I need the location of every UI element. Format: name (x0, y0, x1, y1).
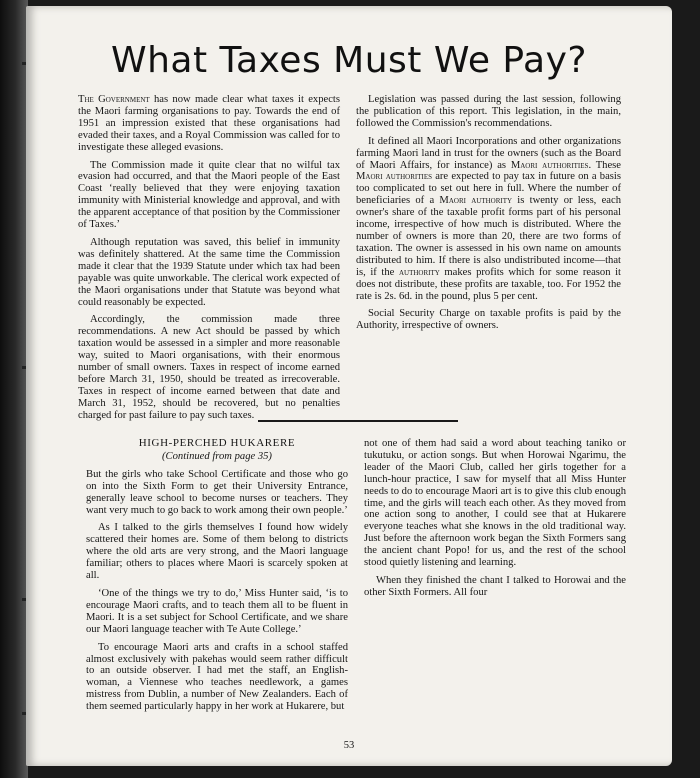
lead-in: The Government (78, 94, 150, 105)
paragraph-text: . These (588, 159, 621, 171)
continued-paragraph-4-cont: not one of them had said a word about teaching taniko or tukutuku, or action songs. But when Horowai Ngarimu, the leader of the Maori Club, called her girls together for a lunch-hour practice, I saw for myself that all Miss Hunter needs to do to encourage Maori art is to give this club enough time, and the girls will teach each other. As they moved from one action song to another, I could see that at Hukarere everyone teaches what she knows in the old traditional way. Just before the afternoon work began the Sixth Formers sang the ancient chant Popo! for us, and the rest of the school stood quietly listening and learning. (364, 438, 626, 569)
page-number: 53 (343, 740, 355, 751)
small-caps-term: authority (398, 266, 440, 278)
paragraph-text: are expected to pay tax in future on a basis too complicated to set out here in full. Where the number of beneficiaries of a (356, 171, 621, 207)
continued-paragraph-5: When they finished the chant I talked to Horowai and the other Sixth Formers. All four (364, 574, 626, 598)
paragraph-text: has now made clear what taxes it expects the Maori farming organisations to pay. Towards the end of 1951 an impression existed that these organisations had evaded their taxes, and a Royal Commission was called for to investigate these alleged evasions. (78, 94, 340, 153)
small-caps-term: Maori authority (439, 195, 513, 207)
small-caps-term: Maori authorities (356, 171, 432, 183)
document-page (26, 6, 672, 766)
continued-heading: HIGH-PERCHED HUKARERE (138, 437, 296, 449)
article-paragraph-2: The Commission made it quite clear that no wilful tax evasion had occurred, and that the Maori people of the East Coast ‘really believed that they were enjoying taxation immunity with Ministerial knowledge and approval, and with the apparent acceptance of that position by the Commissioner of Taxes.’ (78, 159, 340, 231)
article-paragraph-7: Social Security Charge on taxable profits is paid by the Authority, irrespective of owners. (356, 308, 621, 332)
article-column-right (356, 94, 621, 338)
article-paragraph-6 (356, 136, 621, 303)
article-paragraph-4: Accordingly, the commission made three recommendations. A new Act should be passed by which taxation would be assessed in a simpler and more reasonable way, suited to Maori organisations, with their enormous number of small owners. Taxes in respect of income earned before March 31, 1950, should be treated as irrecoverable. Taxes in respect of income earned between that date and March 31, 1952, should be recovered, but no penalties charged for past failure to pay such taxes. (78, 314, 340, 421)
paragraph-text: It defined all Maori Incorporations and other organizations farming Maori land in trust for the owners (such as the Board of Maori Affairs, for instance) as (356, 135, 621, 171)
article-column-left (78, 94, 340, 428)
scan-binding-edge (0, 0, 28, 778)
continued-subheading: (Continued from page 35) (162, 450, 272, 462)
continued-paragraph-2: As I talked to the girls themselves I found how widely scattered their homes are. Some of them belong to districts where the old arts are very strong, and the Maori language familiar; others to places where Maori is scarcely spoken at all. (86, 522, 348, 582)
section-divider (258, 420, 458, 422)
small-caps-term: Maori authorities (510, 159, 589, 171)
continued-paragraph-3: ‘One of the things we try to do,’ Miss Hunter said, ‘is to encourage Maori crafts, and to teach them all to be fluent in Maori. It is a set subject for School Certificate, and we share our Maori language teacher with Te Aute College.’ (86, 587, 348, 635)
article-paragraph-3: Although reputation was saved, this belief in immunity was definitely shattered. At the same time the Commission made it clear that the 1939 Statute under which tax had been payable was quite unworkable. The clerical work expected of the Maori organisations under that Statute was beyond what could reasonably be expected. (78, 236, 340, 308)
continued-column-right (364, 438, 626, 605)
continued-column-left (86, 438, 348, 719)
continued-paragraph-4: To encourage Maori arts and crafts in a school staffed almost exclusively with pakehas would seem rather difficult to an outside observer. I had met the staff, an English-woman, a Viennese who teaches needlework, a games mistress from Dublin, a number of New Zealanders. Each of them seemed particularly happy in her work at Hukarere, but (86, 641, 348, 713)
paragraph-text: is twenty or less, each owner's share of the taxable profit forms part of his personal income, irrespective of how much is distributed. Where the number of owners is more than 20, there are two forms of taxation. The owner is assessed in his own name on amounts distributed to him. If there is also undistributed income—that is, if the (356, 195, 621, 278)
article-paragraph-1 (78, 94, 340, 154)
continued-paragraph-1: But the girls who take School Certificate and those who go on into the Sixth Form to get their University Entrance, generally leave school to become nurses or teachers. They want very much to go back to work among their own people.’ (86, 468, 348, 516)
paragraph-text: makes profits which for some reason it does not distribute, these profits are taxable, too. For 1952 the rate is 2s. 6d. in the pound, plus 5 per cent. (356, 266, 621, 302)
article-paragraph-5: Legislation was passed during the last session, following the publication of this report. This legislation, in the main, followed the Commission's recommendations. (356, 94, 621, 129)
article-title: What Taxes Must We Pay? (110, 40, 587, 81)
